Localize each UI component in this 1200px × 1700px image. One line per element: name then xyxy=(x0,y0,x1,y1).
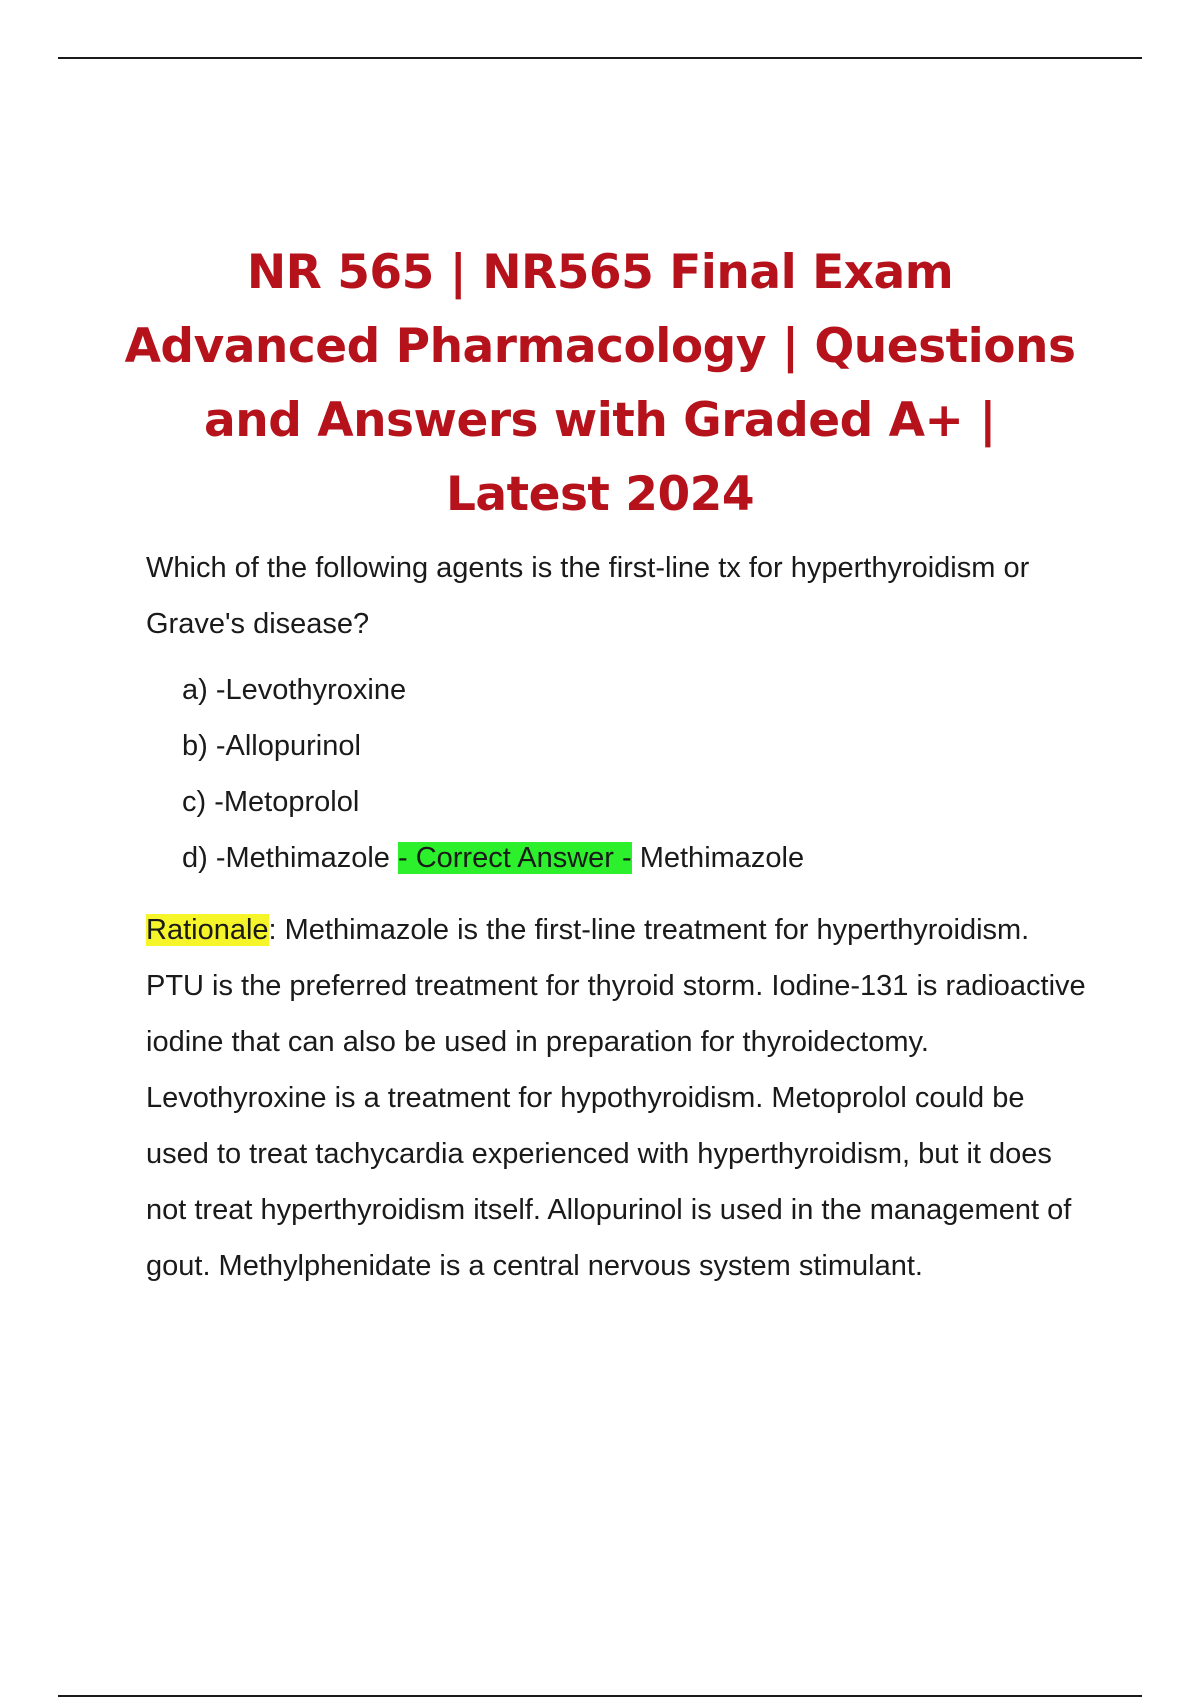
bottom-rule xyxy=(58,1695,1142,1697)
rationale-text: : Methimazole is the first-line treatment for hyperthyroidism. PTU is the preferred treatment for thyroid storm. Iodine-131 is radioactive iodine that can also be used in preparation for thyroidectomy. Levothyroxine is a treatment for hypothyroidism. Metoprolol could be used to treat tachycardia experienced with hyperthyroidism, but it does not treat hyperthyroidism itself. Allopurinol is used in the management of gout. Methylphenidate is a central nervous system stimulant. xyxy=(146,914,1086,1282)
correct-answer-text: Methimazole xyxy=(639,842,805,874)
rationale-paragraph xyxy=(146,902,1086,1294)
option-text: -Levothyroxine xyxy=(215,674,407,706)
answer-options xyxy=(146,662,1086,886)
question-block xyxy=(146,540,1086,1294)
rationale-label: Rationale xyxy=(146,914,269,946)
option-letter: b) xyxy=(182,730,208,762)
correct-answer-marker: - Correct Answer - xyxy=(397,842,632,874)
option-text: -Allopurinol xyxy=(215,730,361,762)
option-a xyxy=(182,662,1086,718)
option-letter: c) xyxy=(182,786,207,818)
question-text: Which of the following agents is the first-line tx for hyperthyroidism or Grave's disease? xyxy=(146,552,1030,640)
option-text: -Metoprolol xyxy=(214,786,360,818)
option-text: -Methimazole xyxy=(215,842,390,874)
option-d xyxy=(182,830,1086,886)
document-title: NR 565 | NR565 Final Exam Advanced Pharmacology | Questions and Answers with Graded A+ | Latest 2024 xyxy=(124,245,1076,522)
top-rule xyxy=(58,57,1142,59)
option-letter: a) xyxy=(182,674,208,706)
option-c xyxy=(182,774,1086,830)
option-letter: d) xyxy=(182,842,208,874)
option-b xyxy=(182,718,1086,774)
